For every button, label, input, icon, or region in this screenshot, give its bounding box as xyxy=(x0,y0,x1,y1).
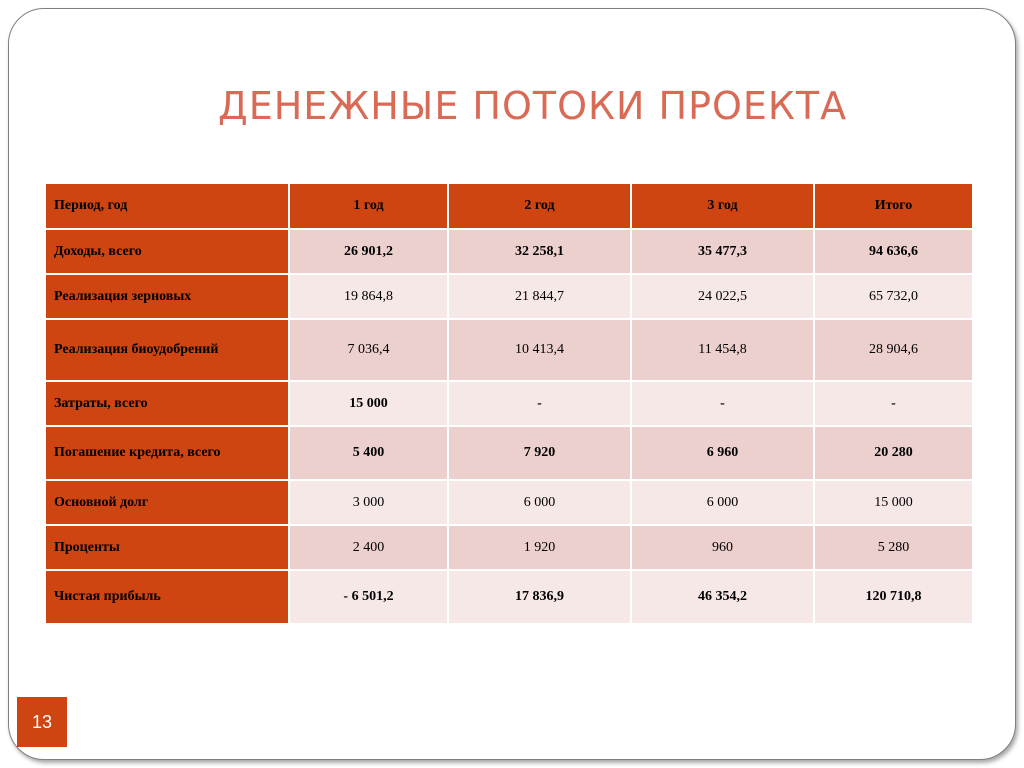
header-year-1: 1 год xyxy=(289,183,448,229)
slide-number: 13 xyxy=(17,697,67,747)
table-cell: 1 920 xyxy=(448,525,631,570)
table-cell: 7 920 xyxy=(448,426,631,480)
table-row xyxy=(45,480,973,525)
table-row xyxy=(45,525,973,570)
table-cell: 5 400 xyxy=(289,426,448,480)
table-cell: 7 036,4 xyxy=(289,319,448,381)
row-label: Затраты, всего xyxy=(45,381,289,426)
header-year-3: 3 год xyxy=(631,183,814,229)
table-cell: 21 844,7 xyxy=(448,274,631,319)
table-cell: 20 280 xyxy=(814,426,973,480)
table-cell: 960 xyxy=(631,525,814,570)
table-cell: 94 636,6 xyxy=(814,229,973,274)
table-cell: - xyxy=(448,381,631,426)
row-label: Реализация биоудобрений xyxy=(45,319,289,381)
table-cell: 26 901,2 xyxy=(289,229,448,274)
table-cell: 6 000 xyxy=(631,480,814,525)
table-cell: - xyxy=(631,381,814,426)
table-cell: 3 000 xyxy=(289,480,448,525)
table-cell: 46 354,2 xyxy=(631,570,814,624)
row-label: Проценты xyxy=(45,525,289,570)
table-cell: 120 710,8 xyxy=(814,570,973,624)
table-cell: 19 864,8 xyxy=(289,274,448,319)
table-header-row xyxy=(45,183,973,229)
table-cell: 5 280 xyxy=(814,525,973,570)
header-year-2: 2 год xyxy=(448,183,631,229)
table-cell: 15 000 xyxy=(289,381,448,426)
row-label: Реализация зерновых xyxy=(45,274,289,319)
table-cell: - xyxy=(814,381,973,426)
table-cell: - 6 501,2 xyxy=(289,570,448,624)
header-total: Итого xyxy=(814,183,973,229)
table-row xyxy=(45,274,973,319)
row-label: Основной долг xyxy=(45,480,289,525)
table-row xyxy=(45,229,973,274)
row-label: Чистая прибыль xyxy=(45,570,289,624)
table-cell: 65 732,0 xyxy=(814,274,973,319)
table-cell: 6 960 xyxy=(631,426,814,480)
table-cell: 15 000 xyxy=(814,480,973,525)
table-cell: 17 836,9 xyxy=(448,570,631,624)
table-row xyxy=(45,426,973,480)
row-label: Доходы, всего xyxy=(45,229,289,274)
table-cell: 6 000 xyxy=(448,480,631,525)
table-cell: 2 400 xyxy=(289,525,448,570)
table-row xyxy=(45,381,973,426)
row-label: Погашение кредита, всего xyxy=(45,426,289,480)
slide-title: ДЕНЕЖНЫЕ ПОТОКИ ПРОЕКТА xyxy=(218,84,848,128)
table-cell: 35 477,3 xyxy=(631,229,814,274)
cash-flow-table xyxy=(44,182,974,625)
header-period: Период, год xyxy=(45,183,289,229)
table-row xyxy=(45,570,973,624)
table-cell: 28 904,6 xyxy=(814,319,973,381)
table-row xyxy=(45,319,973,381)
table-cell: 10 413,4 xyxy=(448,319,631,381)
table-cell: 32 258,1 xyxy=(448,229,631,274)
table-cell: 24 022,5 xyxy=(631,274,814,319)
table-cell: 11 454,8 xyxy=(631,319,814,381)
